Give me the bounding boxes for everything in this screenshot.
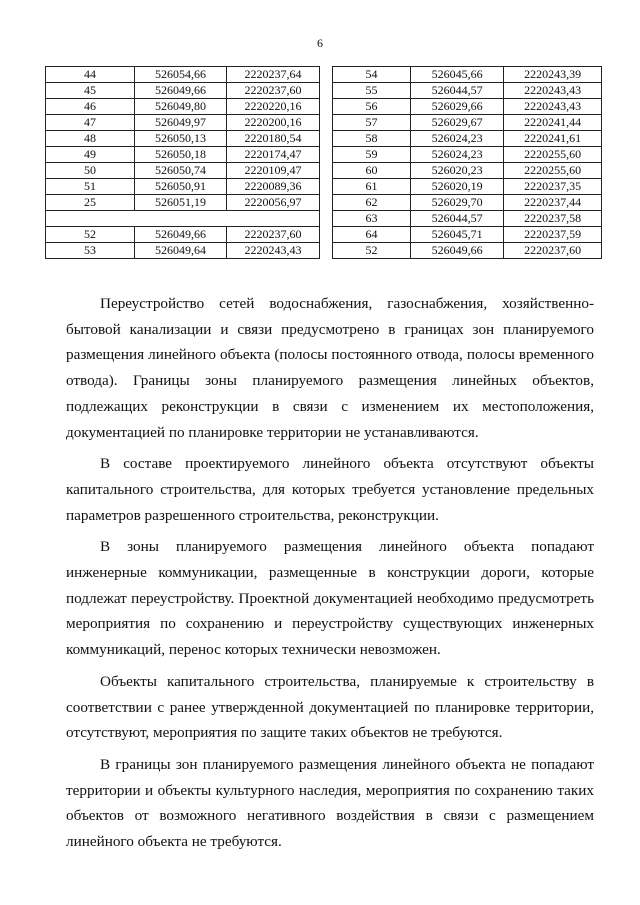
x-coordinate-cell: 526020,19 — [410, 179, 503, 195]
coordinates-table-left-body — [46, 67, 320, 259]
x-coordinate-cell: 526029,66 — [410, 99, 503, 115]
y-coordinate-cell: 2220241,61 — [504, 131, 602, 147]
x-coordinate-cell: 526024,23 — [410, 131, 503, 147]
point-number-cell: 25 — [46, 195, 135, 211]
table-cell-empty — [46, 211, 320, 227]
point-number-cell: 59 — [333, 147, 411, 163]
point-number-cell: 52 — [333, 243, 411, 259]
paragraph: Переустройство сетей водоснабжения, газоснабжения, хозяйственно-бытовой канализации и связи предусмотрено в границах зон планируемого размещения линейного объекта (полосы постоянного отвода, полосы временного отвода). Границы зоны планируемого размещения линейных объектов, подлежащих реконструкции в связи с изменением их местоположения, документацией по планировке территории не устанавливаются. — [66, 295, 594, 441]
table-row — [46, 243, 320, 259]
y-coordinate-cell: 2220237,60 — [226, 227, 319, 243]
y-coordinate-cell: 2220237,44 — [504, 195, 602, 211]
x-coordinate-cell: 526051,19 — [135, 195, 227, 211]
x-coordinate-cell: 526049,66 — [135, 83, 227, 99]
y-coordinate-cell: 2220243,43 — [504, 99, 602, 115]
y-coordinate-cell: 2220237,60 — [226, 83, 319, 99]
coordinates-table-right-body — [333, 67, 602, 259]
point-number-cell: 56 — [333, 99, 411, 115]
x-coordinate-cell: 526050,91 — [135, 179, 227, 195]
point-number-cell: 47 — [46, 115, 135, 131]
point-number-cell: 45 — [46, 83, 135, 99]
point-number-cell: 55 — [333, 83, 411, 99]
table-row — [333, 67, 602, 83]
point-number-cell: 52 — [46, 227, 135, 243]
table-row — [46, 131, 320, 147]
x-coordinate-cell: 526029,70 — [410, 195, 503, 211]
x-coordinate-cell: 526049,64 — [135, 243, 227, 259]
table-row — [333, 163, 602, 179]
paragraph: Объекты капитального строительства, планируемые к строительству в соответствии с ранее утвержденной документацией по планировке территории, отсутствуют, мероприятия по защите таких объектов не требуются. — [66, 672, 594, 742]
point-number-cell: 46 — [46, 99, 135, 115]
x-coordinate-cell: 526049,80 — [135, 99, 227, 115]
x-coordinate-cell: 526049,66 — [135, 227, 227, 243]
x-coordinate-cell: 526020,23 — [410, 163, 503, 179]
table-row — [333, 195, 602, 211]
x-coordinate-cell: 526029,67 — [410, 115, 503, 131]
paragraph: В составе проектируемого линейного объекта отсутствуют объекты капитального строительства, для которых требуется установление предельных параметров разрешенного строительства, реконструкции. — [66, 455, 594, 524]
x-coordinate-cell: 526050,18 — [135, 147, 227, 163]
x-coordinate-cell: 526024,23 — [410, 147, 503, 163]
x-coordinate-cell: 526054,66 — [135, 67, 227, 83]
y-coordinate-cell: 2220200,16 — [226, 115, 319, 131]
y-coordinate-cell: 2220220,16 — [226, 99, 319, 115]
y-coordinate-cell: 2220174,47 — [226, 147, 319, 163]
point-number-cell: 64 — [333, 227, 411, 243]
point-number-cell: 62 — [333, 195, 411, 211]
y-coordinate-cell: 2220241,44 — [504, 115, 602, 131]
x-coordinate-cell: 526049,97 — [135, 115, 227, 131]
y-coordinate-cell: 2220237,59 — [504, 227, 602, 243]
x-coordinate-cell: 526044,57 — [410, 211, 503, 227]
x-coordinate-cell: 526045,71 — [410, 227, 503, 243]
body-text — [66, 291, 594, 861]
coordinates-table-right — [332, 66, 602, 259]
paragraph: В границы зон планируемого размещения линейного объекта не попадают территории и объекты культурного наследия, мероприятия по сохранению таких объектов от возможного негативного воздействия в связи с размещением линейного объекта не требуются. — [66, 755, 594, 851]
table-row — [333, 179, 602, 195]
page-number: 6 — [317, 36, 323, 50]
y-coordinate-cell: 2220237,60 — [504, 243, 602, 259]
table-row — [333, 99, 602, 115]
point-number-cell: 49 — [46, 147, 135, 163]
y-coordinate-cell: 2220243,39 — [504, 67, 602, 83]
point-number-cell: 51 — [46, 179, 135, 195]
table-row — [46, 99, 320, 115]
table-row — [46, 179, 320, 195]
paragraph: В зоны планируемого размещения линейного объекта попадают инженерные коммуникации, размещенные в конструкции дороги, которые подлежат переустройству. Проектной документацией необходимо предусмотреть мероприятия по сохранению и переустройству существующих инженерных коммуникаций, перенос которых технически невозможен. — [66, 538, 594, 659]
x-coordinate-cell: 526050,74 — [135, 163, 227, 179]
y-coordinate-cell: 2220243,43 — [504, 83, 602, 99]
y-coordinate-cell: 2220237,64 — [226, 67, 319, 83]
table-row — [333, 147, 602, 163]
coordinates-table-left — [45, 66, 320, 259]
y-coordinate-cell: 2220089,36 — [226, 179, 319, 195]
table-row — [46, 115, 320, 131]
point-number-cell: 63 — [333, 211, 411, 227]
point-number-cell: 57 — [333, 115, 411, 131]
x-coordinate-cell: 526050,13 — [135, 131, 227, 147]
x-coordinate-cell: 526045,66 — [410, 67, 503, 83]
y-coordinate-cell: 2220180,54 — [226, 131, 319, 147]
table-row — [333, 115, 602, 131]
point-number-cell: 54 — [333, 67, 411, 83]
y-coordinate-cell: 2220237,58 — [504, 211, 602, 227]
table-row — [333, 211, 602, 227]
point-number-cell: 44 — [46, 67, 135, 83]
table-row — [46, 147, 320, 163]
y-coordinate-cell: 2220056,97 — [226, 195, 319, 211]
table-row — [46, 211, 320, 227]
point-number-cell: 50 — [46, 163, 135, 179]
point-number-cell: 60 — [333, 163, 411, 179]
y-coordinate-cell: 2220255,60 — [504, 147, 602, 163]
point-number-cell: 61 — [333, 179, 411, 195]
x-coordinate-cell: 526049,66 — [410, 243, 503, 259]
table-row — [333, 227, 602, 243]
table-row — [46, 83, 320, 99]
y-coordinate-cell: 2220237,35 — [504, 179, 602, 195]
table-row — [46, 227, 320, 243]
y-coordinate-cell: 2220109,47 — [226, 163, 319, 179]
table-row — [46, 195, 320, 211]
x-coordinate-cell: 526044,57 — [410, 83, 503, 99]
point-number-cell: 48 — [46, 131, 135, 147]
y-coordinate-cell: 2220243,43 — [226, 243, 319, 259]
point-number-cell: 53 — [46, 243, 135, 259]
y-coordinate-cell: 2220255,60 — [504, 163, 602, 179]
table-row — [46, 163, 320, 179]
point-number-cell: 58 — [333, 131, 411, 147]
table-row — [46, 67, 320, 83]
table-row — [333, 131, 602, 147]
table-row — [333, 83, 602, 99]
table-row — [333, 243, 602, 259]
